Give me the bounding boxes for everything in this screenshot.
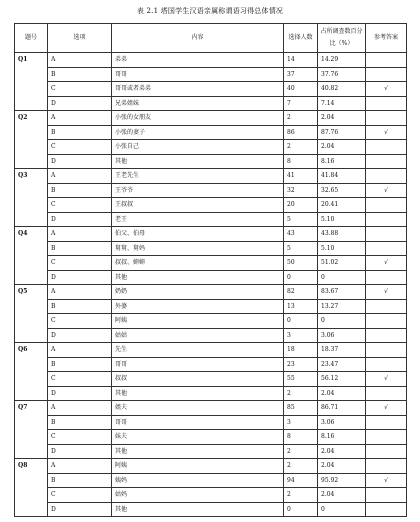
option-cell: B (48, 299, 112, 314)
percentage-cell: 2.04 (318, 140, 366, 155)
content-cell: 叔叔 (112, 372, 284, 387)
results-table (14, 23, 407, 517)
percentage-cell: 37.76 (318, 67, 366, 82)
percentage-cell: 2.04 (318, 444, 366, 459)
reference-answer-cell (366, 53, 407, 68)
reference-answer-cell: √ (366, 82, 407, 97)
count-cell: 94 (284, 473, 318, 488)
count-cell: 85 (284, 401, 318, 416)
table-row (15, 183, 407, 198)
option-cell: D (48, 270, 112, 285)
content-cell: 王老先生 (112, 169, 284, 184)
reference-answer-cell: √ (366, 401, 407, 416)
option-cell: C (48, 256, 112, 271)
percentage-cell: 43.88 (318, 227, 366, 242)
table-row (15, 96, 407, 111)
option-cell: D (48, 444, 112, 459)
reference-answer-cell (366, 386, 407, 401)
option-cell: A (48, 169, 112, 184)
percentage-cell: 40.82 (318, 82, 366, 97)
option-cell: D (48, 212, 112, 227)
percentage-cell: 2.04 (318, 386, 366, 401)
count-cell: 8 (284, 430, 318, 445)
count-cell: 3 (284, 328, 318, 343)
table-row (15, 270, 407, 285)
question-number: Q1 (15, 53, 48, 111)
reference-answer-cell (366, 212, 407, 227)
table-row (15, 386, 407, 401)
table-row (15, 212, 407, 227)
reference-answer-cell (366, 430, 407, 445)
count-cell: 0 (284, 314, 318, 329)
count-cell: 82 (284, 285, 318, 300)
question-number: Q5 (15, 285, 48, 343)
option-cell: D (48, 386, 112, 401)
table-row (15, 256, 407, 271)
percentage-cell: 95.92 (318, 473, 366, 488)
percentage-cell: 51.02 (318, 256, 366, 271)
count-cell: 40 (284, 82, 318, 97)
table-row (15, 372, 407, 387)
table-row (15, 125, 407, 140)
question-number: Q8 (15, 459, 48, 517)
reference-answer-cell (366, 314, 407, 329)
content-cell: 其他 (112, 154, 284, 169)
option-cell: C (48, 372, 112, 387)
count-cell: 5 (284, 212, 318, 227)
option-cell: C (48, 82, 112, 97)
table-row (15, 328, 407, 343)
content-cell: 弟弟 (112, 53, 284, 68)
table-row (15, 53, 407, 68)
reference-answer-cell (366, 111, 407, 126)
option-cell: A (48, 401, 112, 416)
table-row (15, 444, 407, 459)
option-cell: C (48, 140, 112, 155)
option-cell: B (48, 241, 112, 256)
content-cell: 姨妈 (112, 473, 284, 488)
count-cell: 18 (284, 343, 318, 358)
content-cell: 哥哥 (112, 67, 284, 82)
percentage-cell: 14.29 (318, 53, 366, 68)
reference-answer-cell (366, 357, 407, 372)
table-row (15, 227, 407, 242)
table-row (15, 82, 407, 97)
content-cell: 阿姨 (112, 459, 284, 474)
count-cell: 2 (284, 140, 318, 155)
count-cell: 86 (284, 125, 318, 140)
reference-answer-cell (366, 502, 407, 517)
percentage-cell: 3.06 (318, 415, 366, 430)
option-cell: B (48, 125, 112, 140)
reference-answer-cell (366, 140, 407, 155)
percentage-cell: 56.12 (318, 372, 366, 387)
percentage-cell: 2.04 (318, 459, 366, 474)
reference-answer-cell (366, 198, 407, 213)
option-cell: A (48, 227, 112, 242)
content-cell: 哥哥或者弟弟 (112, 82, 284, 97)
content-cell: 姑姑 (112, 328, 284, 343)
content-cell: 奶奶 (112, 285, 284, 300)
option-cell: A (48, 111, 112, 126)
content-cell: 王爷爷 (112, 183, 284, 198)
percentage-cell: 5.10 (318, 241, 366, 256)
reference-answer-cell: √ (366, 256, 407, 271)
reference-answer-cell (366, 67, 407, 82)
percentage-cell: 8.16 (318, 430, 366, 445)
header-content: 内容 (112, 24, 284, 53)
reference-answer-cell (366, 299, 407, 314)
count-cell: 2 (284, 386, 318, 401)
content-cell: 其他 (112, 444, 284, 459)
percentage-cell: 13.27 (318, 299, 366, 314)
content-cell: 王叔叔 (112, 198, 284, 213)
table-row (15, 488, 407, 503)
percentage-cell: 2.04 (318, 111, 366, 126)
content-cell: 其他 (112, 502, 284, 517)
table-row (15, 502, 407, 517)
content-cell: 其他 (112, 386, 284, 401)
table-row (15, 299, 407, 314)
count-cell: 2 (284, 459, 318, 474)
reference-answer-cell: √ (366, 285, 407, 300)
percentage-cell: 0 (318, 270, 366, 285)
percentage-cell: 0 (318, 502, 366, 517)
question-number: Q2 (15, 111, 48, 169)
content-cell: 其他 (112, 270, 284, 285)
content-cell: 阿姨 (112, 314, 284, 329)
table-row (15, 473, 407, 488)
percentage-cell: 2.04 (318, 488, 366, 503)
percentage-cell: 0 (318, 314, 366, 329)
option-cell: B (48, 473, 112, 488)
reference-answer-cell (366, 459, 407, 474)
table-row (15, 67, 407, 82)
reference-answer-cell: √ (366, 473, 407, 488)
option-cell: B (48, 357, 112, 372)
percentage-cell: 87.76 (318, 125, 366, 140)
table-row (15, 314, 407, 329)
count-cell: 13 (284, 299, 318, 314)
option-cell: B (48, 67, 112, 82)
reference-answer-cell (366, 328, 407, 343)
count-cell: 2 (284, 488, 318, 503)
table-row (15, 415, 407, 430)
content-cell: 小张的妻子 (112, 125, 284, 140)
option-cell: B (48, 183, 112, 198)
count-cell: 0 (284, 270, 318, 285)
reference-answer-cell (366, 96, 407, 111)
percentage-cell: 18.37 (318, 343, 366, 358)
count-cell: 32 (284, 183, 318, 198)
option-cell: C (48, 198, 112, 213)
reference-answer-cell (366, 227, 407, 242)
count-cell: 41 (284, 169, 318, 184)
reference-answer-cell (366, 444, 407, 459)
percentage-cell: 86.71 (318, 401, 366, 416)
question-number: Q6 (15, 343, 48, 401)
option-cell: A (48, 459, 112, 474)
percentage-cell: 41.84 (318, 169, 366, 184)
table-row (15, 357, 407, 372)
content-cell: 老王 (112, 212, 284, 227)
option-cell: C (48, 430, 112, 445)
option-cell: D (48, 502, 112, 517)
percentage-cell: 8.16 (318, 154, 366, 169)
reference-answer-cell (366, 343, 407, 358)
content-cell: 妹夫 (112, 430, 284, 445)
reference-answer-cell (366, 169, 407, 184)
count-cell: 37 (284, 67, 318, 82)
header-count: 选择人数 (284, 24, 318, 53)
header-reference-answer: 参考答案 (366, 24, 407, 53)
header-option: 选项 (48, 24, 112, 53)
percentage-cell: 5.10 (318, 212, 366, 227)
table-row (15, 401, 407, 416)
content-cell: 小张的女朋友 (112, 111, 284, 126)
count-cell: 43 (284, 227, 318, 242)
question-number: Q4 (15, 227, 48, 285)
content-cell: 伯父、伯母 (112, 227, 284, 242)
option-cell: A (48, 285, 112, 300)
percentage-cell: 3.06 (318, 328, 366, 343)
option-cell: C (48, 314, 112, 329)
header-row (15, 24, 407, 53)
percentage-cell: 23.47 (318, 357, 366, 372)
header-percentage: 占所调查数百分比（%） (318, 24, 366, 53)
option-cell: B (48, 415, 112, 430)
count-cell: 5 (284, 241, 318, 256)
content-cell: 舅舅、舅妈 (112, 241, 284, 256)
reference-answer-cell: √ (366, 183, 407, 198)
option-cell: A (48, 343, 112, 358)
content-cell: 兄弟姐妹 (112, 96, 284, 111)
table-row (15, 140, 407, 155)
reference-answer-cell: √ (366, 125, 407, 140)
content-cell: 外婆 (112, 299, 284, 314)
table-row (15, 241, 407, 256)
table-row (15, 285, 407, 300)
reference-answer-cell (366, 270, 407, 285)
option-cell: D (48, 328, 112, 343)
reference-answer-cell (366, 154, 407, 169)
content-cell: 小张自己 (112, 140, 284, 155)
count-cell: 50 (284, 256, 318, 271)
table-row (15, 459, 407, 474)
option-cell: D (48, 154, 112, 169)
percentage-cell: 7.14 (318, 96, 366, 111)
percentage-cell: 20.41 (318, 198, 366, 213)
count-cell: 3 (284, 415, 318, 430)
table-caption: 表 2.1 塔国学生汉语亲属称谓语习得总体情况 (136, 7, 284, 15)
question-number: Q3 (15, 169, 48, 227)
table-row (15, 154, 407, 169)
option-cell: D (48, 96, 112, 111)
count-cell: 2 (284, 111, 318, 126)
table-row (15, 430, 407, 445)
count-cell: 14 (284, 53, 318, 68)
content-cell: 姑妈 (112, 488, 284, 503)
count-cell: 20 (284, 198, 318, 213)
percentage-cell: 83.67 (318, 285, 366, 300)
content-cell: 哥哥 (112, 415, 284, 430)
reference-answer-cell: √ (366, 372, 407, 387)
question-number: Q7 (15, 401, 48, 459)
table-row (15, 198, 407, 213)
header-question-number: 题号 (15, 24, 48, 53)
content-cell: 先生 (112, 343, 284, 358)
content-cell: 姐夫 (112, 401, 284, 416)
content-cell: 叔叔、婶婶 (112, 256, 284, 271)
option-cell: C (48, 488, 112, 503)
percentage-cell: 32.65 (318, 183, 366, 198)
table-row (15, 343, 407, 358)
count-cell: 55 (284, 372, 318, 387)
count-cell: 0 (284, 502, 318, 517)
count-cell: 7 (284, 96, 318, 111)
table-row (15, 169, 407, 184)
table-body (15, 53, 407, 517)
option-cell: A (48, 53, 112, 68)
reference-answer-cell (366, 488, 407, 503)
content-cell: 哥哥 (112, 357, 284, 372)
table-row (15, 111, 407, 126)
count-cell: 23 (284, 357, 318, 372)
count-cell: 2 (284, 444, 318, 459)
reference-answer-cell (366, 241, 407, 256)
reference-answer-cell (366, 415, 407, 430)
count-cell: 8 (284, 154, 318, 169)
